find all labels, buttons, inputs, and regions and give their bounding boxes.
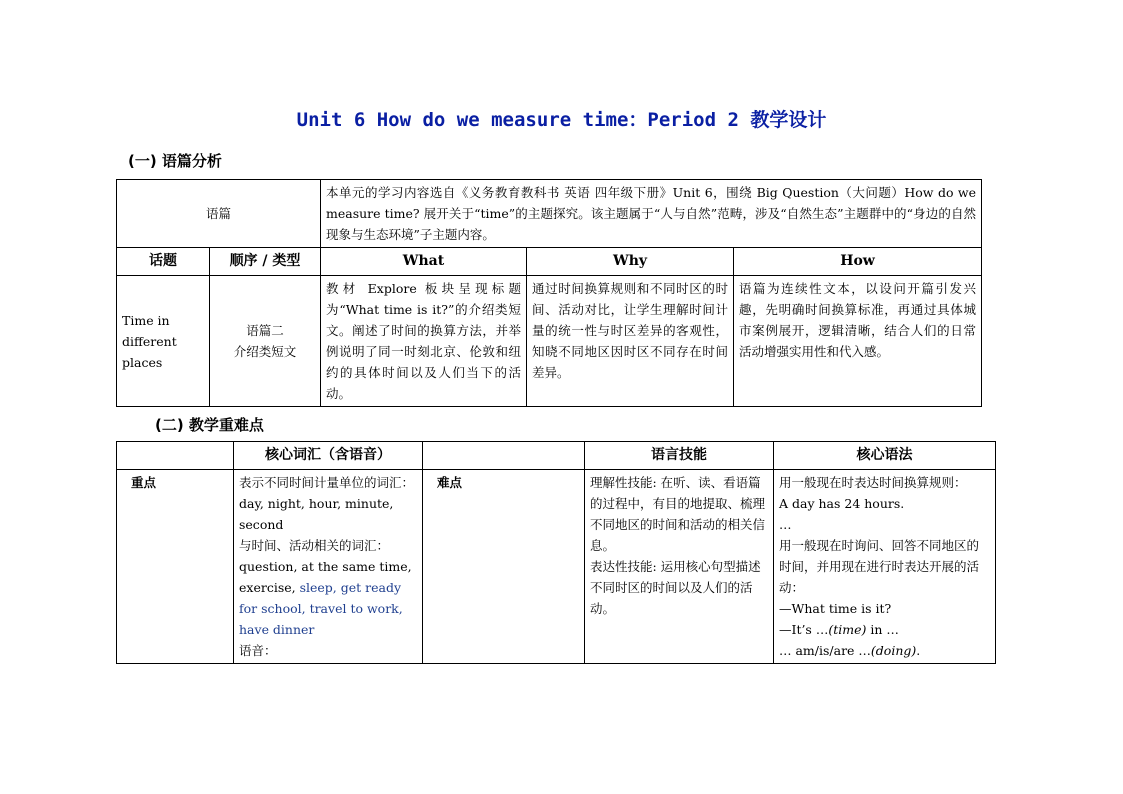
header-why: Why: [527, 248, 734, 276]
table-header-row: [117, 442, 996, 470]
order-type-cell: [210, 276, 321, 407]
vocab-phrase-plain: question, at the same time, exercise,: [239, 559, 412, 595]
grammar-line: —What time is it?: [779, 601, 892, 616]
grammar-italic: (doing): [870, 643, 917, 658]
grammar-line: A day has 24 hours.: [779, 496, 905, 511]
what-cell: 教材 Explore 板块呈现标题为“What time is it?”的介绍类短文。阐述了时间的换算方法，并举例说明了同一时刻北京、伦敦和纽约的具体时间以及人们当下的活动。: [321, 276, 527, 407]
vocab-cell: [234, 470, 423, 664]
grammar-fragment: in …: [866, 622, 899, 637]
why-cell: 通过时间换算规则和不同时区的时间、活动对比，让学生理解时间计量的统一性与时区差异的客观性，知晓不同地区因时区不同存在时间差异。: [527, 276, 734, 407]
text-label-cell: 语篇: [117, 180, 321, 248]
header-skills: 语言技能: [585, 442, 774, 470]
header-how: How: [734, 248, 982, 276]
grammar-line: 用一般现在时询问、回答不同地区的时间，并用现在进行时表达开展的活动：: [779, 538, 980, 595]
grammar-fragment: … am/is/are …: [779, 643, 871, 658]
vocab-line: 表示不同时间计量单位的词汇：: [239, 475, 415, 490]
skills-cell: [585, 470, 774, 664]
type-label: 介绍类短文: [233, 344, 297, 359]
header-topic: 话题: [117, 248, 210, 276]
grammar-fragment: —It’s …: [779, 622, 829, 637]
topic-cell: Time in different places: [117, 276, 210, 407]
text-analysis-table: [116, 179, 982, 407]
grammar-fragment: .: [916, 643, 921, 658]
section-heading-text-analysis: (一) 语篇分析: [128, 152, 222, 170]
header-what: What: [321, 248, 527, 276]
table-row: [117, 180, 982, 248]
grammar-line: [779, 640, 990, 661]
difficult-points-label: 难点: [423, 470, 585, 664]
vocab-line: 语音：: [239, 643, 277, 658]
table-row: [117, 276, 982, 407]
key-difficult-points-table: [116, 441, 996, 664]
grammar-line: 用一般现在时表达时间换算规则：: [779, 475, 967, 490]
header-order-type: 顺序 / 类型: [210, 248, 321, 276]
table-header-row: [117, 248, 982, 276]
vocab-line: day, night, hour, minute, second: [239, 496, 394, 532]
grammar-cell: [774, 470, 996, 664]
vocab-line: 与时间、活动相关的词汇：: [239, 538, 390, 553]
vocab-phrase-blue: sleep, get ready for school, travel to work, have dinner: [239, 580, 403, 637]
header-vocab: 核心词汇（含语音）: [234, 442, 423, 470]
grammar-italic: (time): [828, 622, 867, 637]
header-empty-left: [117, 442, 234, 470]
order-label: 语篇二: [246, 323, 284, 338]
expression-skill: 表达性技能: 运用核心句型描述不同时区的时间以及人们的活动。: [590, 559, 761, 616]
header-empty-mid: [423, 442, 585, 470]
how-cell: 语篇为连续性文本，以设问开篇引发兴趣，先明确时间换算标准，再通过具体城市案例展开，逻辑清晰，结合人们的日常活动增强实用性和代入感。: [734, 276, 982, 407]
table-row: [117, 470, 996, 664]
key-points-label: 重点: [117, 470, 234, 664]
grammar-line: [779, 619, 990, 640]
header-grammar: 核心语法: [774, 442, 996, 470]
comprehension-skill: 理解性技能: 在听、读、看语篇的过程中，有目的地提取、梳理不同地区的时间和活动的相关信息。: [590, 475, 766, 553]
vocab-line: [239, 556, 417, 640]
grammar-line: …: [779, 517, 792, 532]
section-heading-key-difficult-points: (二) 教学重难点: [155, 416, 264, 434]
document-title: Unit 6 How do we measure time：Period 2 教学设计: [296, 109, 827, 131]
text-content-cell: 本单元的学习内容选自《义务教育教科书 英语 四年级下册》Unit 6，围绕 Big Question（大问题）How do we measure time? 展开关于“time”的主题探究。该主题属于“人与自然”范畴，涉及“自然生态”主题群中的“身边的自然现象与生态环境”子主题内容。: [321, 180, 982, 248]
